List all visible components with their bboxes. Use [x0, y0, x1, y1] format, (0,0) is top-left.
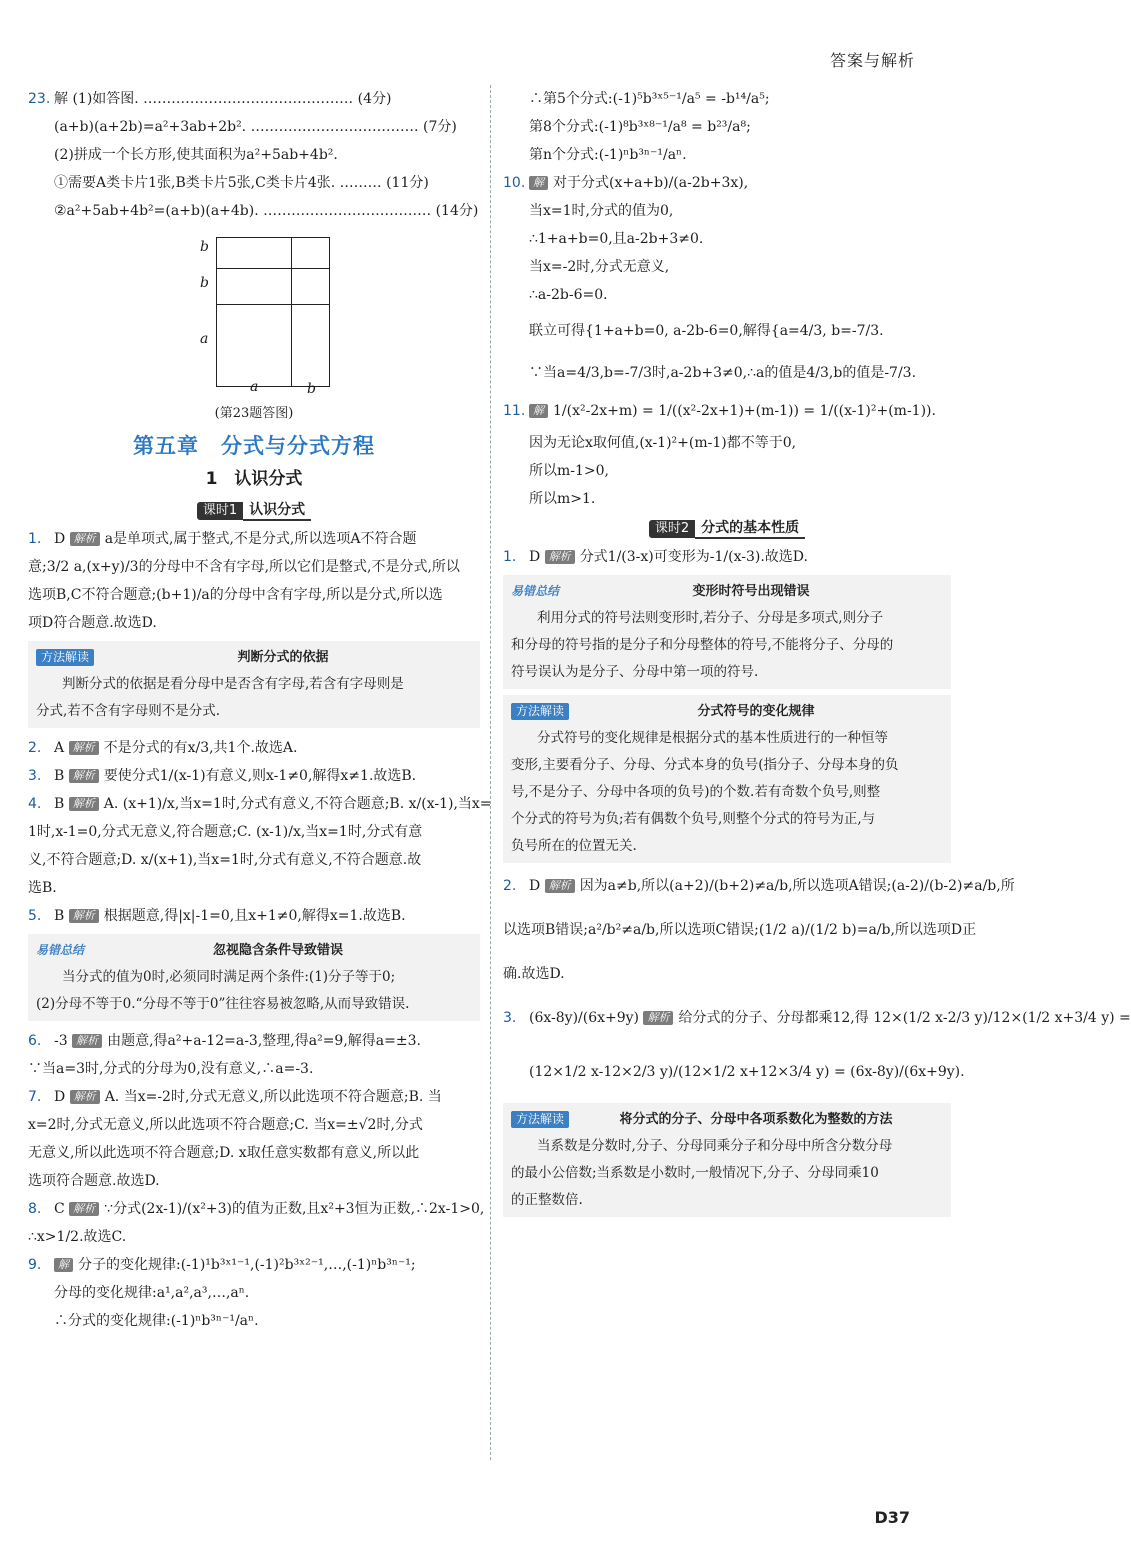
box-line: 利用分式的符号法则变形时,若分子、分母是多项式,则分子: [537, 610, 884, 626]
answer-line: ∴第5个分式:(-1)⁵b³ˣ⁵⁻¹/a⁵ = -b¹⁴/a⁵;: [529, 91, 770, 107]
answer-choice: B: [54, 908, 65, 924]
answer-line: ①需要A类卡片1张,B类卡片5张,C类卡片4张. ……… (11分): [54, 175, 429, 191]
box-line: 个分式的符号为负;若有偶数个负号,则整个分式的符号为正,与: [511, 811, 876, 827]
answer-line: ∵当a=3时,分式的分母为0,没有意义,∴a=-3.: [28, 1061, 314, 1077]
answer-line: A. 当x=-2时,分式无意义,所以此选项不符合题意;B. 当: [104, 1089, 442, 1105]
solution-tag: 解: [529, 176, 548, 190]
diagram-label: a: [250, 379, 259, 395]
answer-choice: D: [529, 549, 541, 565]
answer-line: 由题意,得a²+a-12=a-3,整理,得a²=9,解得a=±3.: [107, 1033, 421, 1049]
diagram-hline: [217, 304, 329, 305]
answer-choice: C: [54, 1201, 65, 1217]
lesson-title: 认识分式: [243, 501, 311, 521]
analysis-tag: 解析: [69, 741, 99, 755]
answer-line: 要使分式1/(x-1)有意义,则x-1≠0,解得x≠1.故选B.: [103, 768, 417, 784]
question-9-continued: [503, 85, 951, 169]
page-number: D37: [874, 1508, 910, 1527]
answer-item: [28, 734, 480, 762]
question-number: 3.: [503, 1010, 517, 1026]
section-title: 1 认识分式: [205, 469, 303, 489]
question-number: 1.: [503, 549, 517, 565]
box-title: 忽视隐含条件导致错误: [213, 943, 344, 958]
answer-line: 第n个分式:(-1)ⁿb³ⁿ⁻¹/aⁿ.: [529, 147, 687, 163]
diagram-label: b: [200, 239, 209, 255]
answer-item: [28, 1251, 480, 1335]
answer-line: 无意义,所以此选项不符合题意;D. x取任意实数都有意义,所以此: [28, 1145, 420, 1161]
box-line: 的正整数倍.: [511, 1192, 583, 1208]
question-number: 2.: [28, 740, 42, 756]
answer-line: 义,不符合题意;D. x/(x+1),当x=1时,分式有意义,不符合题意.故: [28, 852, 422, 868]
answer-line: 选项B,C不符合题意;(b+1)/a的分母中含有字母,所以是分式,所以选: [28, 587, 443, 603]
method-tag: 方法解读: [511, 1111, 569, 1128]
answer-line: 当x=-2时,分式无意义,: [529, 259, 670, 275]
rectangle-diagram: [28, 231, 480, 401]
answer-line: ②a²+5ab+4b²=(a+b)(a+4b). ……………………………… (14分): [54, 203, 479, 219]
question-number: 10.: [503, 175, 526, 191]
box-line: 变形,主要看分子、分母、分式本身的负号(指分子、分母本身的负: [511, 757, 899, 773]
answer-line: 1/(x²-2x+m) = 1/((x²-2x+1)+(m-1)) = 1/((x-1)²+(m-1)).: [553, 403, 936, 419]
box-line: 符号误认为是分子、分母中第一项的符号.: [511, 664, 759, 680]
box-line: 分式,若不含有字母则不是分式.: [36, 703, 221, 719]
answer-line: A. (x+1)/x,当x=1时,分式有意义,不符合题意;B. x/(x-1),当x=: [103, 796, 492, 812]
answer-line: 所以m-1>0,: [529, 463, 610, 479]
box-line: 负号所在的位置无关.: [511, 838, 637, 854]
answer-choice: D: [529, 878, 541, 894]
question-number: 8.: [28, 1201, 42, 1217]
box-title: 将分式的分子、分母中各项系数化为整数的方法: [619, 1112, 893, 1127]
answer-line: 分式1/(3-x)可变形为-1/(x-3).故选D.: [579, 549, 808, 565]
box-line: 号,不是分子、分母中各项的负号)的个数.若有奇数个负号,则整: [511, 784, 881, 800]
question-number: 2.: [503, 878, 517, 894]
method-box: [28, 641, 480, 728]
lesson-key: 课时1: [197, 502, 243, 520]
box-line: 和分母的符号指的是分子和分母整体的符号,不能将分子、分母的: [511, 637, 894, 653]
answer-line: ∴x>1/2.故选C.: [28, 1229, 127, 1245]
lesson-key: 课时2: [649, 520, 695, 538]
error-tag: 易错总结: [511, 584, 560, 598]
question-11: [503, 393, 951, 513]
answer-choice: D: [54, 531, 66, 547]
question-number: 23.: [28, 91, 51, 107]
box-title: 判断分式的依据: [237, 650, 329, 665]
method-box: [503, 695, 951, 863]
answer-line: ∵分式(2x-1)/(x²+3)的值为正数,且x²+3恒为正数,∴2x-1>0,: [104, 1201, 485, 1217]
question-number: 6.: [28, 1033, 42, 1049]
answer-item: [28, 902, 480, 930]
question-number: 3.: [28, 768, 42, 784]
answer-line: 意;3/2 a,(x+y)/3的分母中不含有字母,所以它们是整式,不是分式,所以: [28, 559, 460, 575]
answer-item: [503, 991, 1131, 1099]
answer-line: 不是分式的有x/3,共1个.故选A.: [103, 740, 298, 756]
chapter-title: 第五章 分式与分式方程: [133, 434, 375, 458]
lesson-heading: [28, 495, 480, 525]
answer-line: ∴a-2b-6=0.: [529, 287, 608, 303]
answer-line: 对于分式(x+a+b)/(a-2b+3x),: [553, 175, 749, 191]
answer-item: [28, 1027, 480, 1083]
question-number: 7.: [28, 1089, 42, 1105]
answer-line: x=2时,分式无意义,所以此选项不符合题意;C. 当x=±√2时,分式: [28, 1117, 423, 1133]
question-number: 11.: [503, 403, 526, 419]
answer-choice: -3: [54, 1033, 68, 1049]
answer-line: 因为a≠b,所以(a+2)/(b+2)≠a/b,所以选项A错误;(a-2)/(b-2)≠a/b,所: [579, 878, 1015, 894]
answer-line: 第8个分式:(-1)⁸b³ˣ⁸⁻¹/a⁸ = b²³/a⁸;: [529, 119, 751, 135]
answer-line: (a+b)(a+2b)=a²+3ab+2b². ……………………………… (7分): [54, 119, 457, 135]
analysis-tag: 解析: [69, 909, 99, 923]
solution-tag: 解: [529, 404, 548, 418]
analysis-tag: 解析: [72, 1034, 102, 1048]
box-line: 分式符号的变化规律是根据分式的基本性质进行的一种恒等: [537, 730, 888, 746]
method-tag: 方法解读: [511, 703, 569, 720]
answer-line: (2)拼成一个长方形,使其面积为a²+5ab+4b².: [54, 147, 338, 163]
diagram-frame: [216, 237, 330, 387]
answer-line: 以选项B错误;a²/b²≠a/b,所以选项C错误;(1/2 a)/(1/2 b)=a/b,所以选项D正: [503, 922, 977, 938]
answer-line: 1时,x-1=0,分式无意义,符合题意;C. (x-1)/x,当x=1时,分式有意: [28, 824, 423, 840]
box-line: (2)分母不等于0.“分母不等于0”往往容易被忽略,从而导致错误.: [36, 996, 410, 1012]
analysis-tag: 解析: [545, 879, 575, 893]
answer-choice: D: [54, 1089, 66, 1105]
answer-item: [503, 543, 951, 571]
box-line: 当分式的值为0时,必须同时满足两个条件:(1)分子等于0;: [62, 969, 396, 985]
answer-line: 分母的变化规律:a¹,a²,a³,…,aⁿ.: [54, 1285, 250, 1301]
right-column: [503, 85, 1131, 1223]
question-23: [28, 85, 480, 427]
error-box: [503, 575, 951, 689]
question-number: 5.: [28, 908, 42, 924]
question-number: 9.: [28, 1257, 42, 1273]
answer-choice: B: [54, 768, 65, 784]
answer-choice: (6x-8y)/(6x+9y): [529, 1010, 640, 1026]
answer-line: 当x=1时,分式的值为0,: [529, 203, 674, 219]
question-number: 1.: [28, 531, 42, 547]
method-tag: 方法解读: [36, 649, 94, 666]
analysis-tag: 解析: [643, 1011, 673, 1025]
analysis-tag: 解析: [70, 532, 100, 546]
answer-item: [28, 762, 480, 790]
box-line: 的最小公倍数;当系数是小数时,一般情况下,分子、分母同乘10: [511, 1165, 879, 1181]
solution-tag: 解: [54, 1258, 73, 1272]
question-10: [503, 169, 951, 393]
analysis-tag: 解析: [69, 1202, 99, 1216]
answer-item: [28, 525, 480, 637]
error-box: [28, 934, 480, 1021]
answer-line: 给分式的分子、分母都乘12,得 12×(1/2 x-2/3 y)/12×(1/2 x+3/4 y) =: [678, 1010, 1131, 1026]
box-line: 当系数是分数时,分子、分母同乘分子和分母中所含分数分母: [537, 1138, 893, 1154]
analysis-tag: 解析: [70, 1090, 100, 1104]
lesson-title: 分式的基本性质: [695, 519, 805, 539]
diagram-hline: [217, 268, 329, 269]
answer-line: 因为无论x取何值,(x-1)²+(m-1)都不等于0,: [529, 435, 797, 451]
diagram-caption: (第23题答图): [214, 406, 294, 421]
analysis-tag: 解析: [69, 769, 99, 783]
answer-item: [28, 1083, 480, 1195]
answer-item: [503, 869, 1015, 991]
answer-line: 所以m>1.: [529, 491, 596, 507]
answer-line: ∴1+a+b=0,且a-2b+3≠0.: [529, 231, 704, 247]
diagram-label: b: [200, 275, 209, 291]
answer-line: a是单项式,属于整式,不是分式,所以选项A不符合题: [104, 531, 417, 547]
lesson-heading: [503, 513, 951, 543]
column-divider: [490, 85, 491, 1460]
error-tag: 易错总结: [36, 943, 85, 957]
answer-line: 联立可得{1+a+b=0, a-2b-6=0,解得{a=4/3, b=-7/3.: [529, 323, 884, 339]
diagram-label: a: [200, 331, 209, 347]
question-number: 4.: [28, 796, 42, 812]
answer-line: 根据题意,得|x|-1=0,且x+1≠0,解得x=1.故选B.: [103, 908, 406, 924]
box-line: 判断分式的依据是看分母中是否含有字母,若含有字母则是: [62, 676, 404, 692]
answer-line: 选项符合题意.故选D.: [28, 1173, 160, 1189]
answer-item: [28, 790, 492, 902]
answer-choice: B: [54, 796, 65, 812]
answer-line: 分子的变化规律:(-1)¹b³ˣ¹⁻¹,(-1)²b³ˣ²⁻¹,…,(-1)ⁿb³ⁿ⁻¹;: [78, 1257, 416, 1273]
answer-line: 确.故选D.: [503, 966, 565, 982]
answer-line: ∴分式的变化规律:(-1)ⁿb³ⁿ⁻¹/aⁿ.: [54, 1313, 259, 1329]
diagram-label: b: [307, 381, 316, 397]
analysis-tag: 解析: [545, 550, 575, 564]
diagram-vline: [291, 238, 292, 386]
answer-line: 项D符合题意.故选D.: [28, 615, 157, 631]
analysis-tag: 解析: [69, 797, 99, 811]
box-title: 变形时符号出现错误: [692, 584, 810, 599]
left-column: [28, 85, 492, 1335]
method-box: [503, 1103, 951, 1217]
header-title: 答案与解析: [829, 51, 915, 70]
answer-item: [28, 1195, 485, 1251]
answer-line: 选B.: [28, 880, 57, 896]
answer-line: ∵当a=4/3,b=-7/3时,a-2b+3≠0,∴a的值是4/3,b的值是-7/3.: [529, 365, 917, 381]
answer-line: (12×1/2 x-12×2/3 y)/(12×1/2 x+12×3/4 y) = (6x-8y)/(6x+9y).: [529, 1064, 965, 1080]
answer-line: 解 (1)如答图. ……………………………………… (4分): [54, 91, 392, 107]
answer-choice: A: [54, 740, 65, 756]
box-title: 分式符号的变化规律: [697, 704, 815, 719]
